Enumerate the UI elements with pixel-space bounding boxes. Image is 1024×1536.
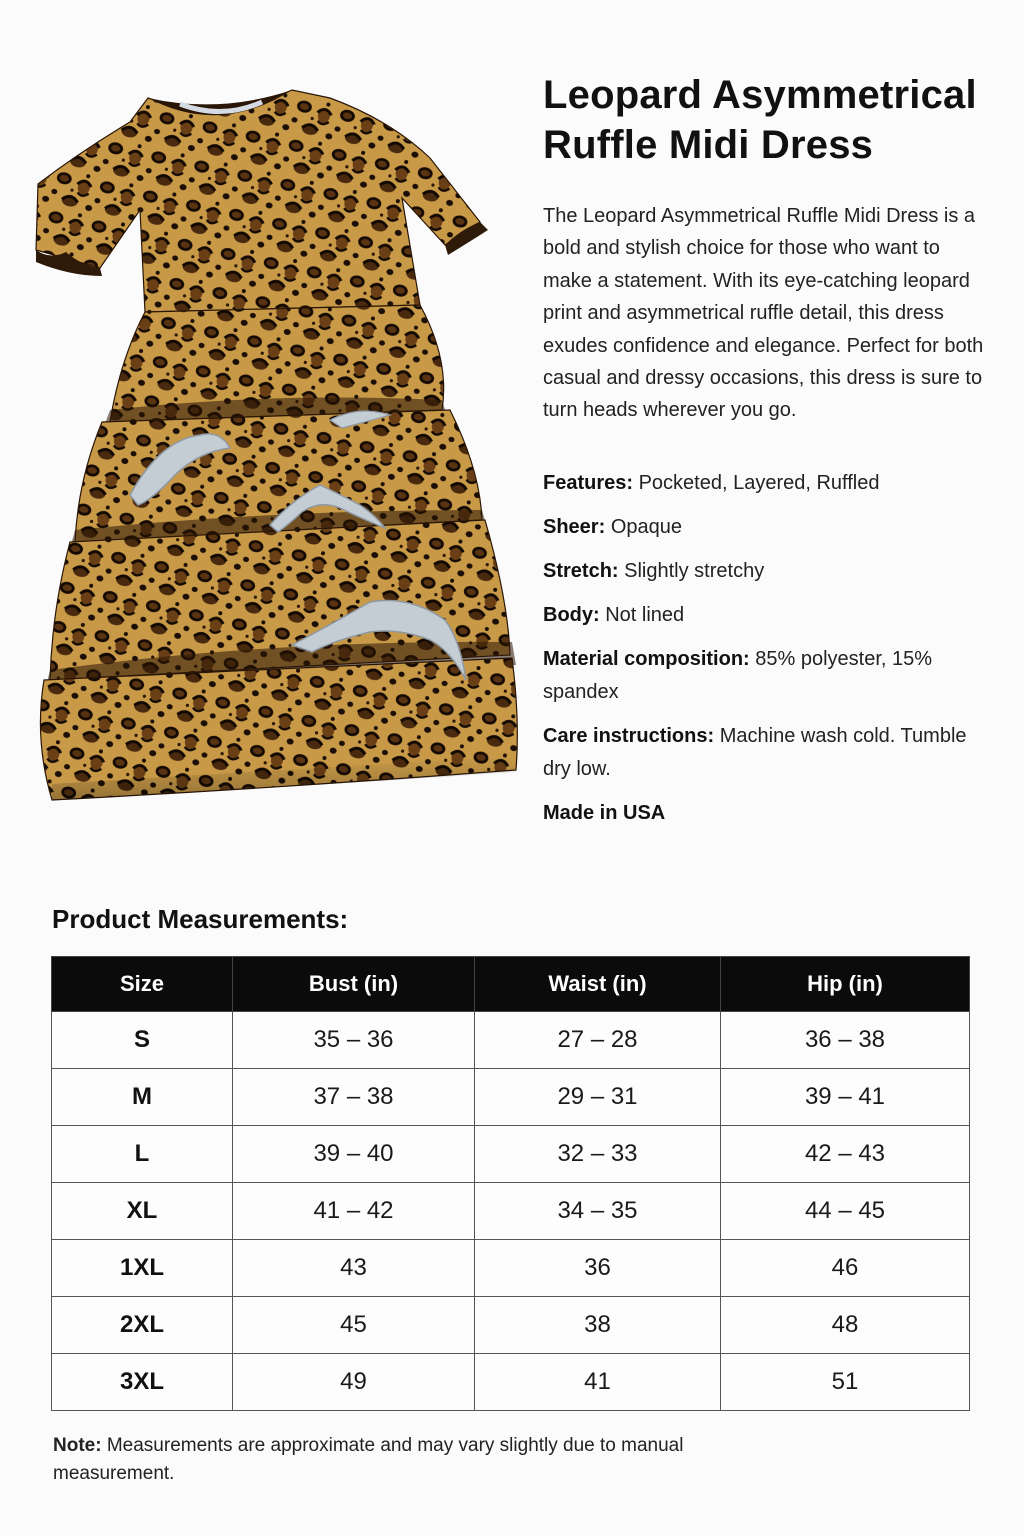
product-description: The Leopard Asymmetrical Ruffle Midi Dress is a bold and stylish choice for those who want to make a statement. With its eye-catching leopard print and asymmetrical ruffle detail, this dress exudes confidence and elegance. Perfect for both casual and dressy occasions, this dress is sure to turn heads wherever you go. [543, 205, 984, 422]
spec-body [543, 599, 993, 632]
note-label: Note: [53, 1435, 102, 1456]
spec-material [543, 643, 993, 709]
table-row [52, 1183, 970, 1240]
spec-sheer [543, 511, 993, 544]
bust-cell: 41 – 42 [233, 1183, 475, 1240]
waist-cell: 29 – 31 [475, 1069, 721, 1126]
bust-cell: 45 [233, 1297, 475, 1354]
header-size: Size [52, 957, 233, 1012]
bust-cell: 35 – 36 [233, 1012, 475, 1069]
waist-cell: 27 – 28 [475, 1012, 721, 1069]
size-cell: 3XL [52, 1354, 233, 1411]
bust-cell: 49 [233, 1354, 475, 1411]
spec-list [543, 467, 993, 830]
table-row [52, 1297, 970, 1354]
waist-cell: 38 [475, 1297, 721, 1354]
spec-care [543, 720, 993, 786]
spec-value: Opaque [610, 515, 682, 538]
made-in-label: Made in USA [543, 801, 666, 824]
spec-label: Features: [543, 471, 634, 494]
spec-label: Stretch: [543, 559, 619, 582]
product-title-line2: Ruffle Midi Dress [543, 123, 874, 167]
size-cell: 2XL [52, 1297, 233, 1354]
table-row [52, 1240, 970, 1297]
bust-cell: 43 [233, 1240, 475, 1297]
spec-value: Slightly stretchy [624, 559, 765, 582]
measurements-table [51, 956, 970, 1411]
spec-features [543, 467, 993, 500]
waist-cell: 36 [475, 1240, 721, 1297]
bust-cell: 37 – 38 [233, 1069, 475, 1126]
product-title-line1: Leopard Asymmetrical [543, 73, 977, 117]
spec-value: Pocketed, Layered, Ruffled [638, 471, 880, 494]
spec-value: Not lined [605, 603, 685, 626]
spec-label: Care instructions: [543, 724, 715, 747]
measurements-note [53, 1432, 753, 1488]
table-row [52, 1354, 970, 1411]
header-hip: Hip (in) [721, 957, 970, 1012]
header-waist: Waist (in) [475, 957, 721, 1012]
waist-cell: 34 – 35 [475, 1183, 721, 1240]
product-image [30, 80, 520, 810]
product-info [543, 70, 993, 841]
spec-stretch [543, 555, 993, 588]
hip-cell: 44 – 45 [721, 1183, 970, 1240]
hip-cell: 36 – 38 [721, 1012, 970, 1069]
hip-cell: 51 [721, 1354, 970, 1411]
size-cell: 1XL [52, 1240, 233, 1297]
table-row [52, 1069, 970, 1126]
table-header-row [52, 957, 970, 1012]
spec-label: Material composition: [543, 647, 750, 670]
size-cell: M [52, 1069, 233, 1126]
size-cell: XL [52, 1183, 233, 1240]
size-cell: L [52, 1126, 233, 1183]
spec-value: 85% polyester, 15% spandex [543, 647, 933, 703]
measurements-title: Product Measurements: [52, 904, 349, 934]
hip-cell: 39 – 41 [721, 1069, 970, 1126]
hip-cell: 42 – 43 [721, 1126, 970, 1183]
note-text: Measurements are approximate and may vary slightly due to manual measurement. [53, 1435, 684, 1484]
product-title [543, 70, 993, 170]
size-cell: S [52, 1012, 233, 1069]
spec-label: Body: [543, 603, 600, 626]
hip-cell: 48 [721, 1297, 970, 1354]
hip-cell: 46 [721, 1240, 970, 1297]
header-bust: Bust (in) [233, 957, 475, 1012]
waist-cell: 32 – 33 [475, 1126, 721, 1183]
waist-cell: 41 [475, 1354, 721, 1411]
spec-label: Sheer: [543, 515, 606, 538]
table-row [52, 1126, 970, 1183]
leopard-dress-image [30, 80, 520, 810]
bust-cell: 39 – 40 [233, 1126, 475, 1183]
table-row [52, 1012, 970, 1069]
spec-value: Machine wash cold. Tumble dry low. [543, 724, 967, 780]
